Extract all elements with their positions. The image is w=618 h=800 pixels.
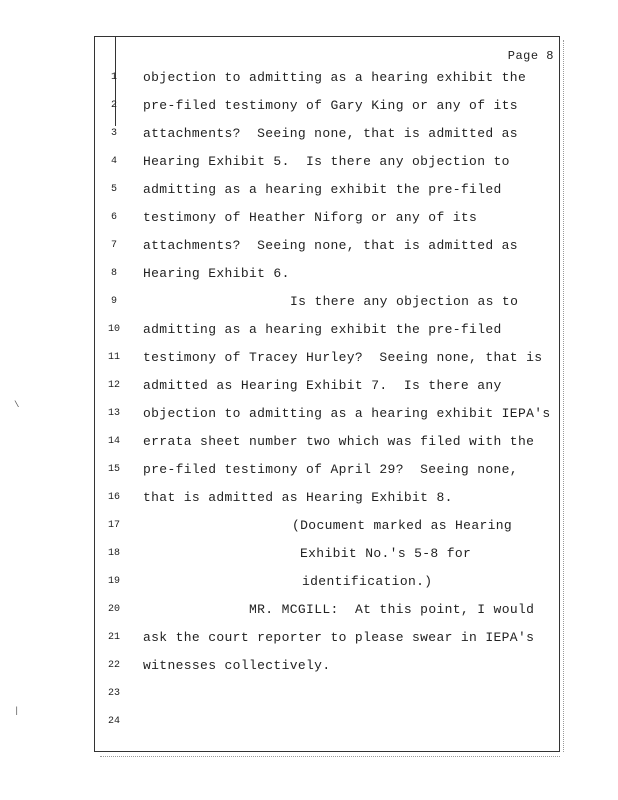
line-text: ask the court reporter to please swear in IEPA's: [143, 630, 535, 645]
line-number: 15: [107, 464, 120, 475]
line-text: admitting as a hearing exhibit the pre-filed: [143, 182, 502, 197]
line-number: 14: [107, 436, 120, 447]
line-text: objection to admitting as a hearing exhibit IEPA's: [143, 406, 551, 421]
line-text: testimony of Tracey Hurley? Seeing none, that is: [143, 350, 543, 365]
line-text: attachments? Seeing none, that is admitted as: [143, 238, 518, 253]
line-number: 12: [107, 380, 120, 391]
line-text: admitting as a hearing exhibit the pre-filed: [143, 322, 502, 337]
line-number: 7: [110, 240, 117, 251]
line-number: 11: [107, 352, 120, 363]
line-text: admitted as Hearing Exhibit 7. Is there any: [143, 378, 502, 393]
line-text: Is there any objection as to: [290, 294, 519, 309]
line-number: 21: [107, 632, 120, 643]
line-text: objection to admitting as a hearing exhibit the: [143, 70, 527, 85]
line-number: 3: [110, 128, 117, 139]
line-text: Exhibit No.'s 5-8 for: [300, 546, 472, 561]
line-text: identification.): [302, 574, 433, 589]
transcript-line: [94, 210, 560, 230]
transcript-line: [94, 70, 560, 90]
transcript-line: [94, 434, 560, 454]
transcript-line: [94, 238, 560, 258]
transcript-line: [94, 378, 560, 398]
line-number: 5: [110, 184, 117, 195]
line-number: 1: [110, 72, 117, 83]
line-number: 17: [107, 520, 120, 531]
line-number: 18: [107, 548, 120, 559]
line-text: Hearing Exhibit 5. Is there any objection to: [143, 154, 510, 169]
transcript-line: [94, 154, 560, 174]
line-text: errata sheet number two which was filed with the: [143, 434, 535, 449]
transcript-line: [94, 518, 560, 538]
line-text: Hearing Exhibit 6.: [143, 266, 290, 281]
line-number: 19: [107, 576, 120, 587]
margin-mark-upper: \: [14, 400, 20, 410]
line-number: 2: [110, 100, 117, 111]
transcript-line: [94, 98, 560, 118]
page-number: Page 8: [507, 49, 554, 63]
right-edge-line: [563, 40, 565, 752]
transcript-line: [94, 182, 560, 202]
transcript-line: [94, 546, 560, 566]
transcript-line: [94, 266, 560, 286]
transcript-line: [94, 574, 560, 594]
transcript-line: [94, 658, 560, 678]
transcript-line: [94, 602, 560, 622]
line-text: testimony of Heather Niforg or any of its: [143, 210, 478, 225]
line-number: 10: [107, 324, 120, 335]
line-text: pre-filed testimony of April 29? Seeing none,: [143, 462, 518, 477]
line-number: 4: [110, 156, 117, 167]
line-text: that is admitted as Hearing Exhibit 8.: [143, 490, 453, 505]
transcript-line: [94, 462, 560, 482]
line-number: 20: [107, 604, 120, 615]
line-text: pre-filed testimony of Gary King or any of its: [143, 98, 518, 113]
line-text: witnesses collectively.: [143, 658, 331, 673]
line-text: MR. MCGILL: At this point, I would: [249, 602, 535, 617]
line-number: 22: [107, 660, 120, 671]
line-number: 24: [107, 716, 120, 727]
line-number: 16: [107, 492, 120, 503]
line-number: 13: [107, 408, 120, 419]
line-number: 8: [110, 268, 117, 279]
margin-mark-lower: |: [14, 706, 20, 716]
transcript-line: [94, 322, 560, 342]
line-number: 23: [107, 688, 120, 699]
line-number: 6: [110, 212, 117, 223]
transcript-line: [94, 490, 560, 510]
line-number: 9: [110, 296, 117, 307]
line-text: (Document marked as Hearing: [292, 518, 513, 533]
transcript-line: [94, 126, 560, 146]
line-text: attachments? Seeing none, that is admitted as: [143, 126, 518, 141]
bottom-edge-line: [100, 756, 560, 758]
transcript-line: [94, 294, 560, 314]
transcript-line: [94, 350, 560, 370]
transcript-line: [94, 630, 560, 650]
transcript-line: [94, 714, 560, 734]
transcript-line: [94, 406, 560, 426]
transcript-line: [94, 686, 560, 706]
